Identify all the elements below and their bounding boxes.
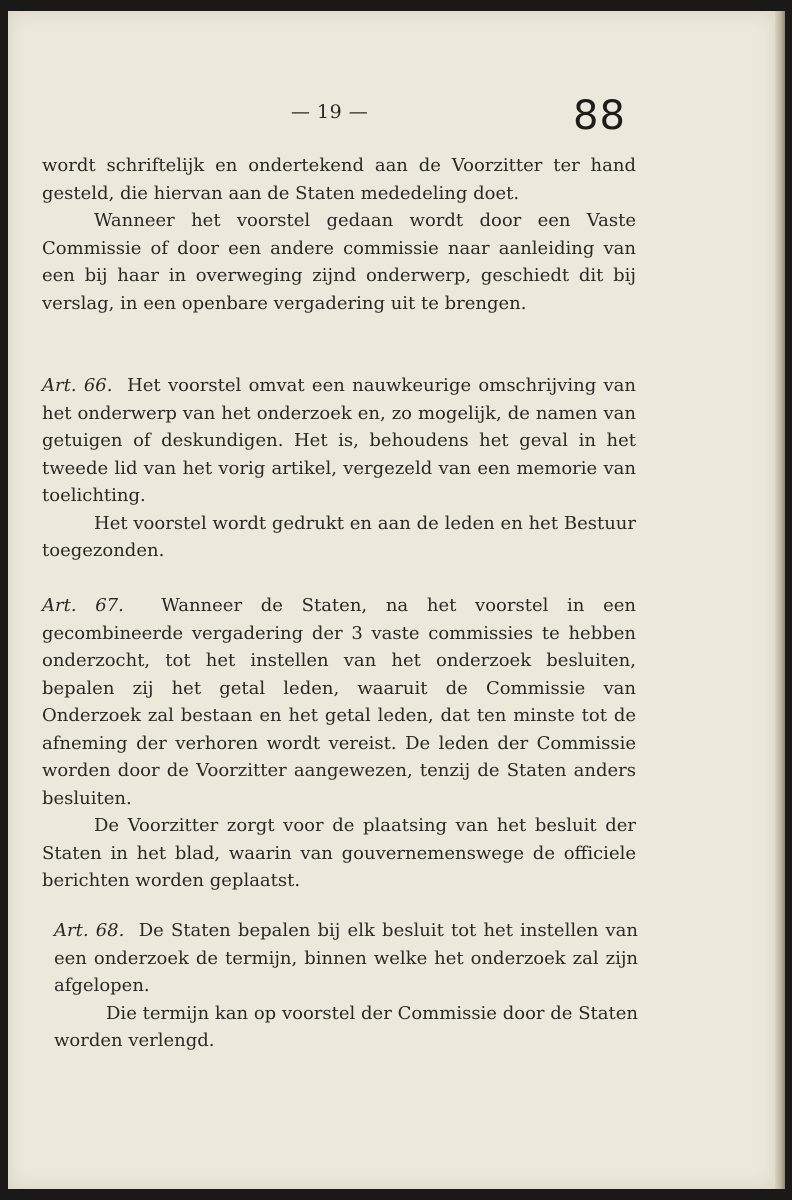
article-text: De Staten bepalen bij elk besluit tot het instellen van een onderzoek de termijn, binnen welke het onderzoek zal zijn afgelopen. [54, 920, 638, 996]
archive-stamp-number: 88 [573, 93, 626, 139]
article-label: Art. 67. [42, 595, 124, 616]
paragraph: De Voorzitter zorgt voor de plaatsing van het besluit der Staten in het blad, waarin van gouvernemenswege de officiele berichten worden geplaatst. [42, 815, 636, 891]
article-label: Art. 68. [54, 920, 125, 941]
article-66 [42, 372, 636, 565]
document-page [8, 11, 775, 1189]
paragraph: Het voorstel wordt gedrukt en aan de leden en het Bestuur toegezonden. [42, 512, 636, 561]
paragraph [54, 917, 638, 1000]
article-68 [54, 917, 638, 1055]
continued-article-text [42, 152, 636, 317]
page-number: — 19 — [291, 101, 369, 123]
article-text: Het voorstel omvat een nauwkeurige omschrijving van het onderwerp van het onderzoek en, zo mogelijk, de namen van getuigen of deskundigen. Het is, behoudens het geval in het tweede lid van het vorig artikel, vergezeld van een memorie van toelichting. [42, 375, 636, 506]
paragraph: Die termijn kan op voorstel der Commissie door de Staten worden verlengd. [54, 1002, 638, 1051]
page-edge [775, 11, 785, 1189]
article-text: Wanneer de Staten, na het voorstel in een gecombineerde vergadering der 3 vaste commissies te hebben onderzocht, tot het instellen van het onderzoek besluiten, bepalen zij het getal leden, waaruit de Commissie van Onderzoek zal bestaan en het getal leden, dat ten minste tot de afneming der verhoren wordt vereist. De leden der Commissie worden door de Voorzitter aangewezen, tenzij de Staten anders besluiten. [42, 595, 636, 809]
paragraph [42, 372, 636, 510]
paragraph [42, 592, 636, 812]
article-67 [42, 592, 636, 895]
article-label: Art. 66. [42, 375, 113, 396]
paragraph: wordt schriftelijk en ondertekend aan de Voorzitter ter hand gesteld, die hiervan aan de Staten mededeling doet. [42, 155, 636, 204]
paragraph: Wanneer het voorstel gedaan wordt door een Vaste Commissie of door een andere commissie naar aanleiding van een bij haar in overweging zijnd onderwerp, geschiedt dit bij verslag, in een openbare vergadering uit te brengen. [42, 210, 636, 314]
